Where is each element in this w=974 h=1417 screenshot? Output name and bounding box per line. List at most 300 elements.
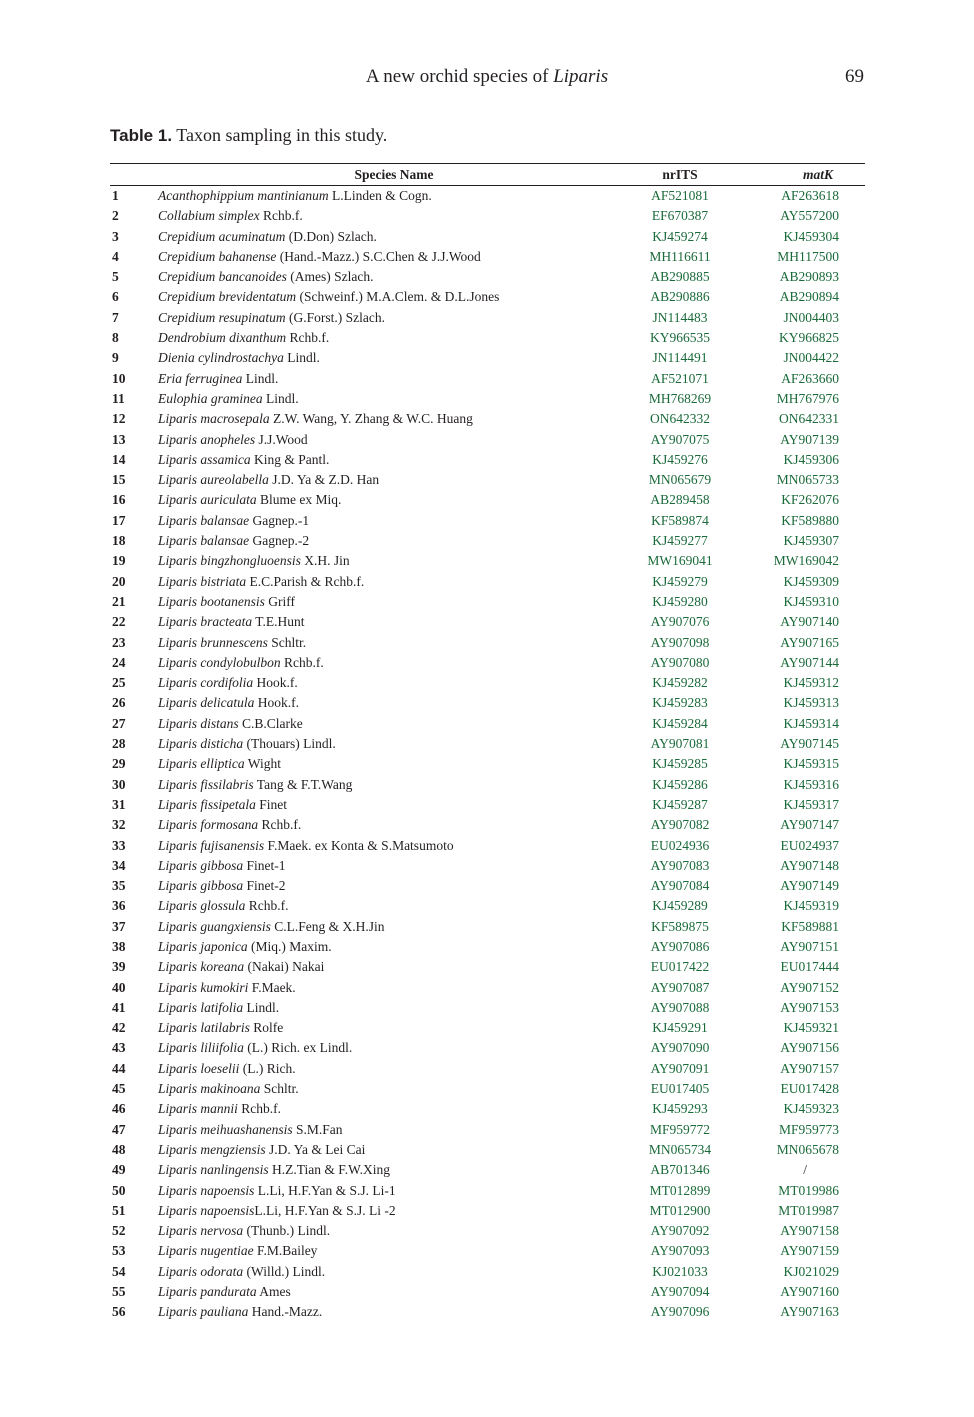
row-number: 4 xyxy=(112,248,119,264)
table-row xyxy=(110,551,865,571)
species-name-cell xyxy=(158,348,630,368)
species-name-cell xyxy=(158,430,630,450)
nrits-accession: KJ459274 xyxy=(652,228,708,244)
nrits-accession: ON642332 xyxy=(650,411,710,427)
row-number: 15 xyxy=(112,472,126,488)
matk-accession: AB290893 xyxy=(779,269,839,285)
taxon-sampling-table xyxy=(110,163,865,1323)
species-authority: C.B.Clarke xyxy=(238,715,303,731)
nrits-accession: AB290886 xyxy=(650,289,710,305)
species-binomial: Dienia cylindrostachya xyxy=(158,350,284,366)
species-name-cell xyxy=(158,247,630,267)
species-authority: E.C.Parish & Rchb.f. xyxy=(246,573,365,589)
table-row xyxy=(110,917,865,937)
species-name-cell xyxy=(158,714,630,734)
table-row xyxy=(110,328,865,348)
row-number: 20 xyxy=(112,573,126,589)
species-binomial: Liparis fissipetala xyxy=(158,796,256,812)
species-authority: (G.Forst.) Szlach. xyxy=(285,309,385,325)
species-binomial: Liparis bootanensis xyxy=(158,593,265,609)
row-number: 3 xyxy=(112,228,119,244)
species-name-cell xyxy=(158,206,630,226)
species-name-cell xyxy=(158,470,630,490)
species-authority: Gagnep.-1 xyxy=(249,512,310,528)
table-row xyxy=(110,592,865,612)
table-row xyxy=(110,531,865,551)
species-binomial: Liparis bracteata xyxy=(158,614,253,630)
species-binomial: Crepidium bancanoides xyxy=(158,269,287,285)
row-number: 25 xyxy=(112,675,126,691)
matk-accession: KJ459307 xyxy=(783,533,839,549)
matk-accession: AY907147 xyxy=(780,817,839,833)
table-row xyxy=(110,369,865,389)
row-number: 30 xyxy=(112,776,126,792)
row-number: 41 xyxy=(112,999,126,1015)
nrits-accession: AB289458 xyxy=(650,492,710,508)
row-number: 23 xyxy=(112,634,126,650)
table-row xyxy=(110,795,865,815)
table-row xyxy=(110,714,865,734)
species-authority: L.Li, H.F.Yan & S.J. Li -2 xyxy=(254,1202,396,1218)
table-row xyxy=(110,450,865,470)
species-name-cell xyxy=(158,1099,630,1119)
species-name-cell xyxy=(158,328,630,348)
species-authority: Schltr. xyxy=(267,634,307,650)
table-row xyxy=(110,490,865,510)
nrits-accession: KJ459293 xyxy=(652,1101,708,1117)
species-name-cell xyxy=(158,917,630,937)
species-binomial: Liparis japonica xyxy=(158,938,248,954)
row-number: 50 xyxy=(112,1182,126,1198)
row-number: 35 xyxy=(112,878,126,894)
species-name-cell xyxy=(158,957,630,977)
table-row xyxy=(110,186,865,207)
matk-accession: KJ459304 xyxy=(783,228,839,244)
matk-accession: MF959773 xyxy=(778,1121,839,1137)
nrits-accession: KJ459280 xyxy=(652,593,708,609)
species-binomial: Eria ferruginea xyxy=(158,370,243,386)
column-header-nrits: nrITS xyxy=(630,164,730,186)
table-row xyxy=(110,957,865,977)
species-binomial: Liparis makinoana xyxy=(158,1081,261,1097)
species-binomial: Liparis loeselii xyxy=(158,1060,240,1076)
table-row xyxy=(110,1221,865,1241)
species-name-cell xyxy=(158,287,630,307)
matk-accession: KJ459310 xyxy=(783,593,839,609)
species-binomial: Liparis pandurata xyxy=(158,1284,257,1300)
species-name-cell xyxy=(158,1018,630,1038)
nrits-accession: AY907094 xyxy=(650,1284,710,1300)
species-binomial: Liparis kumokiri xyxy=(158,979,249,995)
row-number: 39 xyxy=(112,959,126,975)
species-authority: T.E.Hunt xyxy=(252,614,305,630)
nrits-accession: AY907081 xyxy=(650,736,710,752)
species-authority: Wight xyxy=(244,756,281,772)
table-header-row xyxy=(110,164,865,186)
species-binomial: Liparis fujisanensis xyxy=(158,837,265,853)
species-name-cell xyxy=(158,1201,630,1221)
matk-accession: AY907153 xyxy=(780,999,839,1015)
matk-accession: AY907165 xyxy=(780,634,839,650)
nrits-accession: AY907086 xyxy=(650,938,710,954)
table-row xyxy=(110,633,865,653)
matk-accession: AY907145 xyxy=(780,736,839,752)
row-number: 10 xyxy=(112,370,126,386)
species-binomial: Liparis balansae xyxy=(158,512,250,528)
nrits-accession: KF589874 xyxy=(651,512,709,528)
nrits-accession: AY907076 xyxy=(650,614,710,630)
nrits-accession: AB290885 xyxy=(650,269,710,285)
species-name-cell xyxy=(158,1181,630,1201)
species-binomial: Crepidium bahanense xyxy=(158,248,277,264)
row-number: 43 xyxy=(112,1040,126,1056)
nrits-accession: AY907096 xyxy=(650,1304,710,1320)
matk-accession: MT019987 xyxy=(778,1202,839,1218)
species-authority: Finet-1 xyxy=(243,857,286,873)
running-title-genus: Liparis xyxy=(553,66,609,87)
matk-accession: MT019986 xyxy=(778,1182,839,1198)
row-number: 49 xyxy=(112,1162,126,1178)
species-binomial: Liparis mengziensis xyxy=(158,1141,266,1157)
table-caption-text: Taxon sampling in this study. xyxy=(172,125,388,145)
row-number: 21 xyxy=(112,593,126,609)
nrits-accession: EU017405 xyxy=(650,1081,710,1097)
nrits-accession: AY907084 xyxy=(650,878,710,894)
row-number: 2 xyxy=(112,208,119,224)
row-number: 14 xyxy=(112,451,126,467)
species-authority: (L.) Rich. xyxy=(239,1060,296,1076)
species-authority: (Thouars) Lindl. xyxy=(243,736,336,752)
matk-accession: AY907149 xyxy=(780,878,839,894)
table-row xyxy=(110,1262,865,1282)
table-row xyxy=(110,673,865,693)
species-binomial: Liparis anopheles xyxy=(158,431,256,447)
table-row xyxy=(110,836,865,856)
table-row xyxy=(110,978,865,998)
matk-accession: AF263660 xyxy=(781,370,839,386)
nrits-accession: AY907075 xyxy=(650,431,710,447)
species-name-cell xyxy=(158,1079,630,1099)
nrits-accession: MT012899 xyxy=(649,1182,711,1198)
nrits-accession: MH116611 xyxy=(649,248,711,264)
matk-accession: KJ459316 xyxy=(783,776,839,792)
column-header-matk: matK xyxy=(730,164,865,186)
species-binomial: Crepidium resupinatum xyxy=(158,309,286,325)
species-authority: Z.W. Wang, Y. Zhang & W.C. Huang xyxy=(269,411,473,427)
species-name-cell xyxy=(158,896,630,916)
species-name-cell xyxy=(158,551,630,571)
table-row xyxy=(110,511,865,531)
species-authority: Finet-2 xyxy=(243,878,286,894)
species-authority: (Schweinf.) M.A.Clem. & D.L.Jones xyxy=(296,289,500,305)
nrits-accession: KJ459291 xyxy=(652,1020,708,1036)
row-number: 44 xyxy=(112,1060,126,1076)
table-row xyxy=(110,896,865,916)
nrits-accession: KF589875 xyxy=(651,918,709,934)
species-binomial: Liparis mannii xyxy=(158,1101,238,1117)
species-name-cell xyxy=(158,369,630,389)
nrits-accession: AY907080 xyxy=(650,654,710,670)
matk-accession: MH767976 xyxy=(776,390,839,406)
table-caption-label: Table 1. xyxy=(110,126,173,145)
matk-accession: MH117500 xyxy=(777,248,839,264)
species-binomial: Liparis macrosepala xyxy=(158,411,270,427)
species-binomial: Liparis latifolia xyxy=(158,999,244,1015)
table-row xyxy=(110,856,865,876)
species-binomial: Crepidium brevidentatum xyxy=(158,289,297,305)
table-row xyxy=(110,1079,865,1099)
table-row xyxy=(110,1038,865,1058)
species-name-cell xyxy=(158,1221,630,1241)
matk-accession: KJ459319 xyxy=(783,898,839,914)
table-row xyxy=(110,348,865,368)
row-number: 11 xyxy=(112,390,125,406)
row-number: 48 xyxy=(112,1141,126,1157)
species-binomial: Liparis fissilabris xyxy=(158,776,254,792)
species-binomial: Eulophia graminea xyxy=(158,390,263,406)
row-number: 16 xyxy=(112,492,126,508)
row-number: 5 xyxy=(112,269,119,285)
row-number: 54 xyxy=(112,1263,126,1279)
running-title-prefix: A new orchid species of xyxy=(365,66,554,87)
table-row xyxy=(110,430,865,450)
species-authority: H.Z.Tian & F.W.Xing xyxy=(268,1162,390,1178)
species-name-cell xyxy=(158,998,630,1018)
matk-accession: KJ459317 xyxy=(783,796,839,812)
row-number: 38 xyxy=(112,938,126,954)
species-name-cell xyxy=(158,490,630,510)
row-number: 31 xyxy=(112,796,126,812)
table-row xyxy=(110,1160,865,1180)
nrits-accession: KJ459286 xyxy=(652,776,708,792)
row-number: 7 xyxy=(112,309,119,325)
species-authority: Ames xyxy=(256,1284,291,1300)
species-name-cell xyxy=(158,1302,630,1322)
matk-accession: KJ459314 xyxy=(783,715,839,731)
species-name-cell xyxy=(158,227,630,247)
column-header-species-name: Species Name xyxy=(158,164,630,186)
species-authority: Finet xyxy=(255,796,288,812)
nrits-accession: AY907088 xyxy=(650,999,710,1015)
matk-accession: AY907148 xyxy=(780,857,839,873)
row-number: 36 xyxy=(112,898,126,914)
matk-accession: ON642331 xyxy=(779,411,839,427)
species-name-cell xyxy=(158,856,630,876)
nrits-accession: KJ021033 xyxy=(652,1263,708,1279)
species-name-cell xyxy=(158,450,630,470)
species-binomial: Liparis gibbosa xyxy=(158,878,244,894)
species-authority: (Nakai) Nakai xyxy=(244,959,325,975)
table-row xyxy=(110,389,865,409)
nrits-accession: AB701346 xyxy=(650,1162,710,1178)
row-number: 32 xyxy=(112,817,126,833)
species-binomial: Liparis pauliana xyxy=(158,1304,249,1320)
nrits-accession: KY966535 xyxy=(650,330,710,346)
table-row xyxy=(110,815,865,835)
row-number: 6 xyxy=(112,289,119,305)
table-row xyxy=(110,308,865,328)
table-row xyxy=(110,470,865,490)
species-authority: Gagnep.-2 xyxy=(249,533,310,549)
table-row xyxy=(110,247,865,267)
species-name-cell xyxy=(158,1059,630,1079)
table-row xyxy=(110,1181,865,1201)
nrits-accession: KJ459276 xyxy=(652,451,708,467)
row-number: 37 xyxy=(112,918,126,934)
table-row xyxy=(110,1120,865,1140)
nrits-accession: JN114491 xyxy=(652,350,708,366)
species-binomial: Liparis guangxiensis xyxy=(158,918,271,934)
species-authority: Rchb.f. xyxy=(245,898,289,914)
matk-accession: KJ459315 xyxy=(783,756,839,772)
matk-accession: KJ459306 xyxy=(783,451,839,467)
row-number: 42 xyxy=(112,1020,126,1036)
nrits-accession: AY907093 xyxy=(650,1243,710,1259)
species-name-cell xyxy=(158,511,630,531)
nrits-accession: KJ459283 xyxy=(652,695,708,711)
nrits-accession: AY907083 xyxy=(650,857,710,873)
nrits-accession: MN065679 xyxy=(648,472,712,488)
species-authority: (L.) Rich. ex Lindl. xyxy=(243,1040,353,1056)
species-binomial: Liparis bingzhongluoensis xyxy=(158,553,301,569)
species-binomial: Liparis disticha xyxy=(158,736,244,752)
species-binomial: Acanthophippium mantinianum xyxy=(158,188,329,203)
row-number: 28 xyxy=(112,736,126,752)
matk-accession: AB290894 xyxy=(779,289,839,305)
species-authority: (Hand.-Mazz.) S.C.Chen & J.J.Wood xyxy=(276,248,481,264)
matk-accession: JN004422 xyxy=(783,350,839,366)
matk-accession: KJ459312 xyxy=(783,675,839,691)
matk-accession: KJ459321 xyxy=(783,1020,839,1036)
matk-accession: AY907140 xyxy=(780,614,839,630)
table-row xyxy=(110,409,865,429)
matk-accession: AY907157 xyxy=(780,1060,839,1076)
species-authority: J.D. Ya & Lei Cai xyxy=(265,1141,366,1157)
species-authority: Tang & F.T.Wang xyxy=(253,776,353,792)
table-row xyxy=(110,1201,865,1221)
row-number: 8 xyxy=(112,330,119,346)
table-row xyxy=(110,206,865,226)
matk-accession: AY907139 xyxy=(780,431,839,447)
matk-accession: MN065678 xyxy=(776,1141,839,1157)
nrits-accession: KJ459282 xyxy=(652,675,708,691)
species-binomial: Liparis liliifolia xyxy=(158,1040,244,1056)
species-authority: L.Li, H.F.Yan & S.J. Li-1 xyxy=(254,1182,396,1198)
matk-accession: JN004403 xyxy=(783,309,839,325)
species-authority: F.M.Bailey xyxy=(253,1243,318,1259)
species-authority: Lindl. xyxy=(242,370,279,386)
species-authority: Lindl. xyxy=(262,390,299,406)
row-number: 1 xyxy=(112,188,119,203)
row-number: 9 xyxy=(112,350,119,366)
matk-accession: AY907160 xyxy=(780,1284,839,1300)
species-binomial: Liparis meihuashanensis xyxy=(158,1121,293,1137)
row-number: 55 xyxy=(112,1284,126,1300)
species-authority: Hook.f. xyxy=(253,675,298,691)
table-row xyxy=(110,937,865,957)
species-name-cell xyxy=(158,1038,630,1058)
matk-accession: MW169042 xyxy=(773,553,839,569)
species-name-cell xyxy=(158,775,630,795)
species-name-cell xyxy=(158,815,630,835)
table-row xyxy=(110,1099,865,1119)
species-authority: Rchb.f. xyxy=(237,1101,282,1117)
row-number: 33 xyxy=(112,837,126,853)
matk-accession: AY907158 xyxy=(780,1223,839,1239)
species-authority: Rchb.f. xyxy=(258,817,302,833)
species-binomial: Liparis napoensis xyxy=(158,1202,255,1218)
species-binomial: Liparis balansae xyxy=(158,533,250,549)
table-row xyxy=(110,1059,865,1079)
row-number: 53 xyxy=(112,1243,126,1259)
species-authority: King & Pantl. xyxy=(250,451,330,467)
species-authority: J.J.Wood xyxy=(255,431,308,447)
species-authority: Hand.-Mazz. xyxy=(248,1304,323,1320)
species-authority: (D.Don) Szlach. xyxy=(285,228,377,244)
species-binomial: Liparis odorata xyxy=(158,1263,244,1279)
species-authority: Schltr. xyxy=(260,1081,299,1097)
table-body xyxy=(110,186,865,1323)
nrits-accession: MN065734 xyxy=(648,1141,712,1157)
column-header-number xyxy=(110,164,158,186)
species-binomial: Liparis auriculata xyxy=(158,492,257,508)
species-binomial: Liparis latilabris xyxy=(158,1020,250,1036)
nrits-accession: AF521071 xyxy=(651,370,709,386)
species-name-cell xyxy=(158,1160,630,1180)
row-number: 47 xyxy=(112,1121,126,1137)
species-binomial: Liparis elliptica xyxy=(158,756,245,772)
species-name-cell xyxy=(158,186,630,207)
species-authority: C.L.Feng & X.H.Jin xyxy=(270,918,385,934)
species-name-cell xyxy=(158,633,630,653)
species-name-cell xyxy=(158,937,630,957)
species-authority: L.Linden & Cogn. xyxy=(328,188,432,203)
table-row xyxy=(110,693,865,713)
nrits-accession: MT012900 xyxy=(649,1202,711,1218)
nrits-accession: EU017422 xyxy=(650,959,710,975)
species-binomial: Collabium simplex xyxy=(158,208,260,224)
species-name-cell xyxy=(158,1140,630,1160)
matk-accession: KJ459313 xyxy=(783,695,839,711)
species-authority: (Miq.) Maxim. xyxy=(247,938,332,954)
species-authority: Griff xyxy=(264,593,296,609)
species-authority: (Ames) Szlach. xyxy=(286,269,374,285)
species-name-cell xyxy=(158,409,630,429)
row-number: 29 xyxy=(112,756,126,772)
nrits-accession: KJ459277 xyxy=(652,533,708,549)
nrits-accession: AY907090 xyxy=(650,1040,710,1056)
row-number: 22 xyxy=(112,614,126,630)
row-number: 34 xyxy=(112,857,126,873)
matk-accession: KF589880 xyxy=(781,512,839,528)
nrits-accession: KJ459287 xyxy=(652,796,708,812)
species-binomial: Liparis formosana xyxy=(158,817,259,833)
matk-accession: EU017444 xyxy=(780,959,839,975)
nrits-accession: MH768269 xyxy=(648,390,712,406)
species-binomial: Dendrobium dixanthum xyxy=(158,330,287,346)
table-row xyxy=(110,775,865,795)
nrits-accession: KJ459285 xyxy=(652,756,708,772)
species-name-cell xyxy=(158,978,630,998)
species-binomial: Liparis nanlingensis xyxy=(158,1162,269,1178)
nrits-accession: EF670387 xyxy=(651,208,709,224)
matk-accession: MN065733 xyxy=(776,472,839,488)
species-name-cell xyxy=(158,389,630,409)
nrits-accession: AY907082 xyxy=(650,817,710,833)
table-row xyxy=(110,1282,865,1302)
row-number: 19 xyxy=(112,553,126,569)
nrits-accession: MF959772 xyxy=(649,1121,710,1137)
